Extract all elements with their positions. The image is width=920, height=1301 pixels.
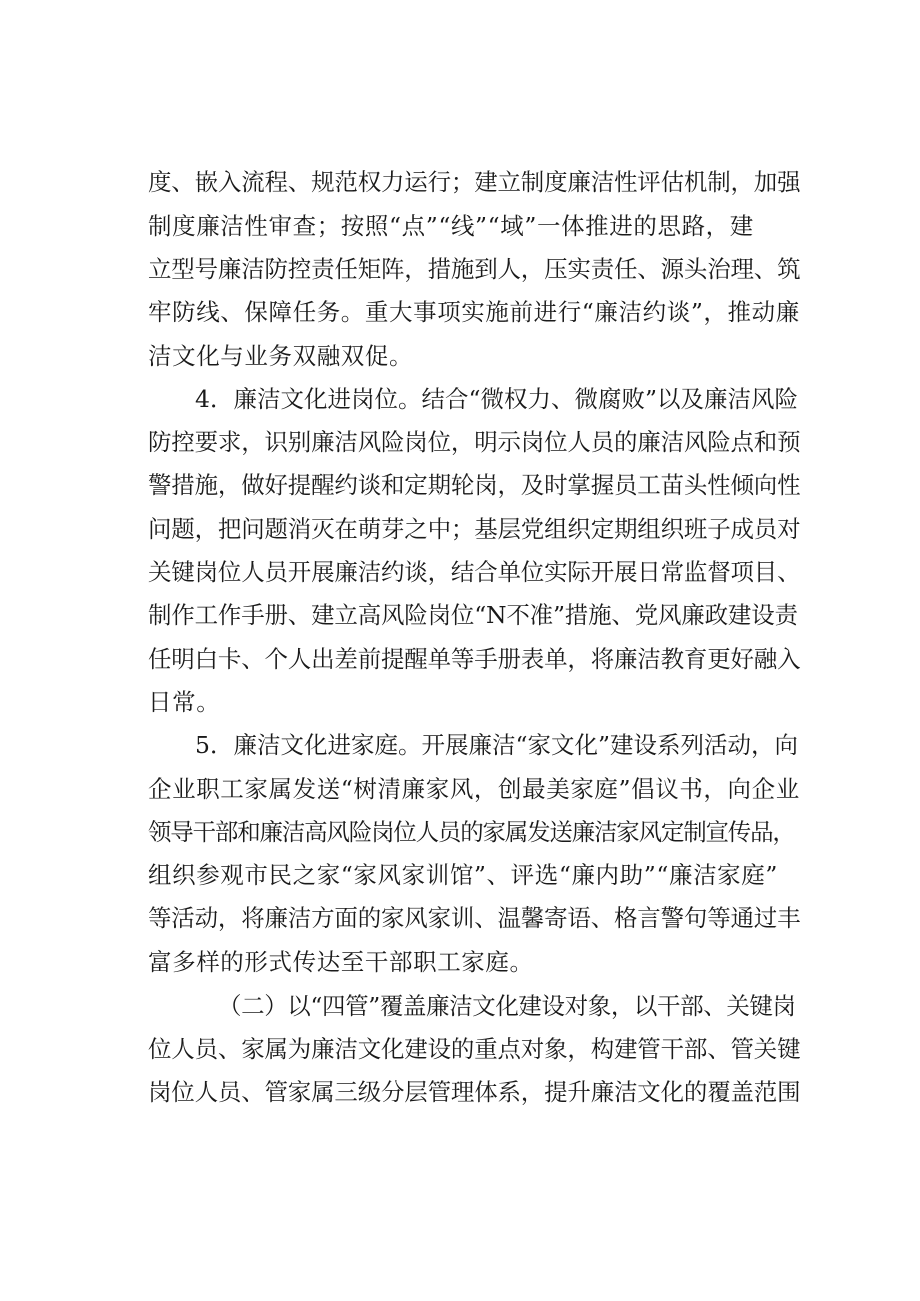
text-line: 任明白卡、个人出差前提醒单等手册表单，将廉洁教育更好融入 <box>148 645 801 673</box>
text-line: 岗位人员、管家属三级分层管理体系，提升廉洁文化的覆盖范围 <box>148 1078 801 1106</box>
text-line: 领导干部和廉洁高风险岗位人员的家属发送廉洁家风定制宣传品， <box>148 818 795 846</box>
text-line: 防控要求，识别廉洁风险岗位，明示岗位人员的廉洁风险点和预 <box>148 428 801 456</box>
text-line: 等活动，将廉洁方面的家风家训、温馨寄语、格言警句等通过丰 <box>148 904 801 932</box>
text-line: 问题，把问题消灭在萌芽之中；基层党组织定期组织班子成员对 <box>148 515 801 543</box>
text-line: 富多样的形式传达至干部职工家庭。 <box>148 948 534 976</box>
text-line: 关键岗位人员开展廉洁约谈，结合单位实际开展日常监督项目、 <box>148 558 801 586</box>
text-line: 组织参观市民之家“家风家训馆”、评选“廉内助”“廉洁家庭” <box>148 861 778 889</box>
text-line: 制度廉洁性审查；按照“点”“线”“域”一体推进的思路，建 <box>148 212 754 240</box>
section-heading-2: （二）以“四管”覆盖廉洁文化建设对象，以干部、关键岗 <box>218 992 796 1020</box>
text-line: 立型号廉洁防控责任矩阵，措施到人，压实责任、源头治理、筑 <box>148 255 801 283</box>
text-line: 位人员、家属为廉洁文化建设的重点对象，构建管干部、管关键 <box>148 1035 801 1063</box>
text-line: 度、嵌入流程、规范权力运行；建立制度廉洁性评估机制，加强 <box>148 168 801 196</box>
section-heading-5: 5．廉洁文化进家庭。开展廉洁“家文化”建设系列活动，向 <box>195 731 798 759</box>
text-line: 企业职工家属发送“树清廉家风，创最美家庭”倡议书，向企业 <box>148 775 800 803</box>
text-line: 日常。 <box>148 688 221 716</box>
text-line: 牢防线、保障任务。重大事项实施前进行“廉洁约谈”，推动廉 <box>148 298 800 326</box>
text-line: 警措施，做好提醒约谈和定期轮岗，及时掌握员工苗头性倾向性 <box>148 471 801 499</box>
section-heading-4: 4．廉洁文化进岗位。结合“微权力、微腐败”以及廉洁风险 <box>195 385 798 413</box>
text-line: 制作工作手册、建立高风险岗位“N不准”措施、党风廉政建设责 <box>148 601 798 629</box>
text-line: 洁文化与业务双融双促。 <box>148 342 414 370</box>
